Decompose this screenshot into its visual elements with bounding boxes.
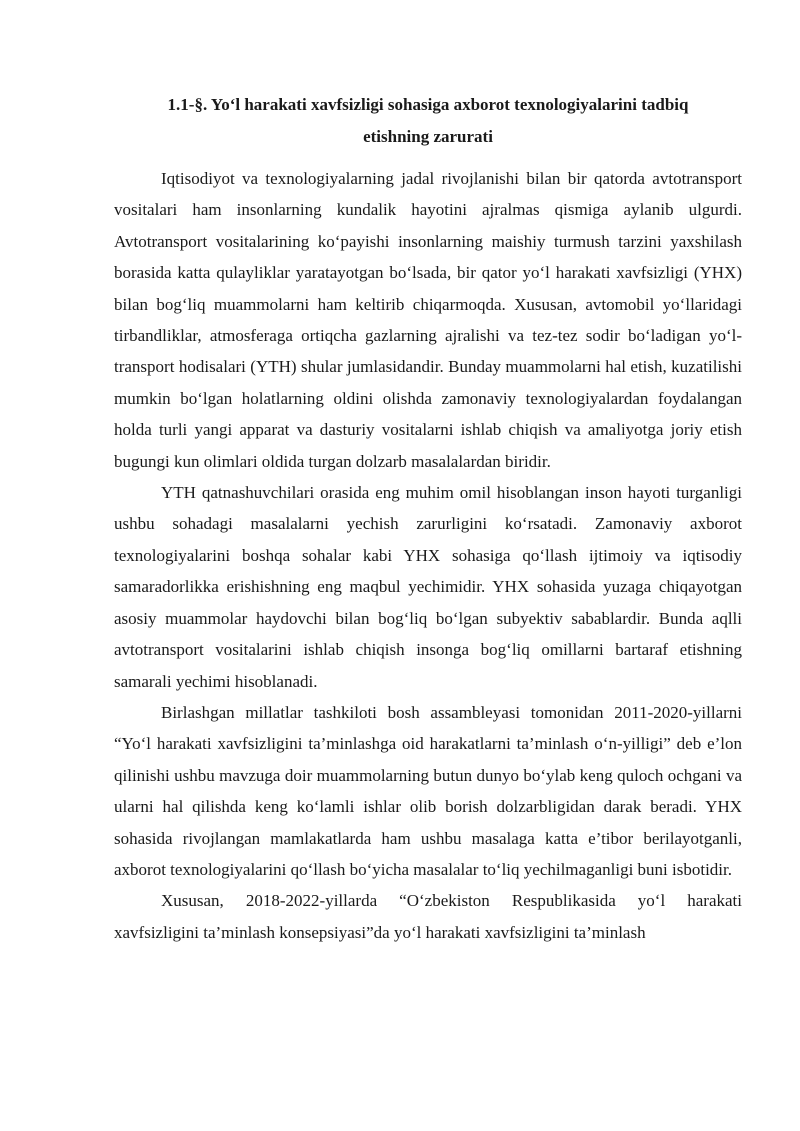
section-heading (114, 89, 742, 153)
paragraph-3: Birlashgan millatlar tashkiloti bosh assambleyasi tomonidan 2011-2020-yillarni “Yo‘l harakati xavfsizligini ta’minlashga oid harakatlarni ta’minlash o‘n-yilligi” deb e’lon qilinishi ushbu mavzuga doir muammolarning butun dunyo bo‘ylab keng quloch ochgani va ularni hal qilishda keng ko‘lamli ishlar olib borish dolzarbligidan darak beradi. YHX sohasida rivojlangan mamlakatlarda ham ushbu masalaga katta e’tibor berilayotganli, axborot texnologiyalarini qo‘llash bo‘yicha masalalar to‘liq yechilmaganligi buni isbotidir. (114, 702, 742, 879)
section-heading-line-2: etishning zarurati (363, 127, 493, 146)
paragraph-4: Xususan, 2018-2022-yillarda “O‘zbekiston Respublikasida yo‘l harakati xavfsizligini ta’minlash konsepsiyasi”da yo‘l harakati xavfsizligini ta’minlash (114, 891, 742, 942)
paragraph-2: YTH qatnashuvchilari orasida eng muhim omil hisoblangan inson hayoti turganligi ushbu sohadagi masalalarni yechish zarurligini ko‘rsatadi. Zamonaviy axborot texnologiyalarini boshqa sohalar kabi YHX sohasiga qo‘llash ijtimoiy va iqtisodiy samaradorlikka erishishning eng maqbul yechimidir. YHX sohasida yuzaga chiqayotgan asosiy muammolar haydovchi bilan bog‘liq bo‘lgan subyektiv sabablardir. Bunda aqlli avtotransport vositalarini ishlab chiqish insonga bog‘liq omillarni bartaraf etishning samarali yechimi hisoblanadi. (114, 483, 742, 691)
section-heading-line-1: 1.1-§. Yo‘l harakati xavfsizligi sohasiga axborot texnologiyalarini tadbiq (167, 95, 689, 114)
paragraph-1: Iqtisodiyot va texnologiyalarning jadal rivojlanishi bilan bir qatorda avtotransport vositalari ham insonlarning kundalik hayotini ajralmas qismiga aylanib ulgurdi. Avtotransport vositalarining ko‘payishi insonlarning maishiy turmush tarzini yaxshilash borasida katta qulayliklar yaratayotgan bo‘lsada, bir qator yo‘l harakati xavfsizligi (YHX) bilan bog‘liq muammolarni ham keltirib chiqarmoqda. Xususan, avtomobil yo‘llaridagi tirbandliklar, atmosferaga ortiqcha gazlarning ajralishi va tez-tez sodir bo‘ladigan yo‘l-transport hodisalari (YTH) shular jumlasidandir. Bunday muammolarni hal etish, kuzatilishi mumkin bo‘lgan holatlarning oldini olishda zamonaviy texnologiyalardan foydalangan holda turli yangi apparat va dasturiy vositalarni ishlab chiqish va amaliyotga joriy etish bugungi kun olimlari oldida turgan dolzarb masalalardan biridir. (114, 169, 742, 471)
document-page (114, 89, 742, 948)
